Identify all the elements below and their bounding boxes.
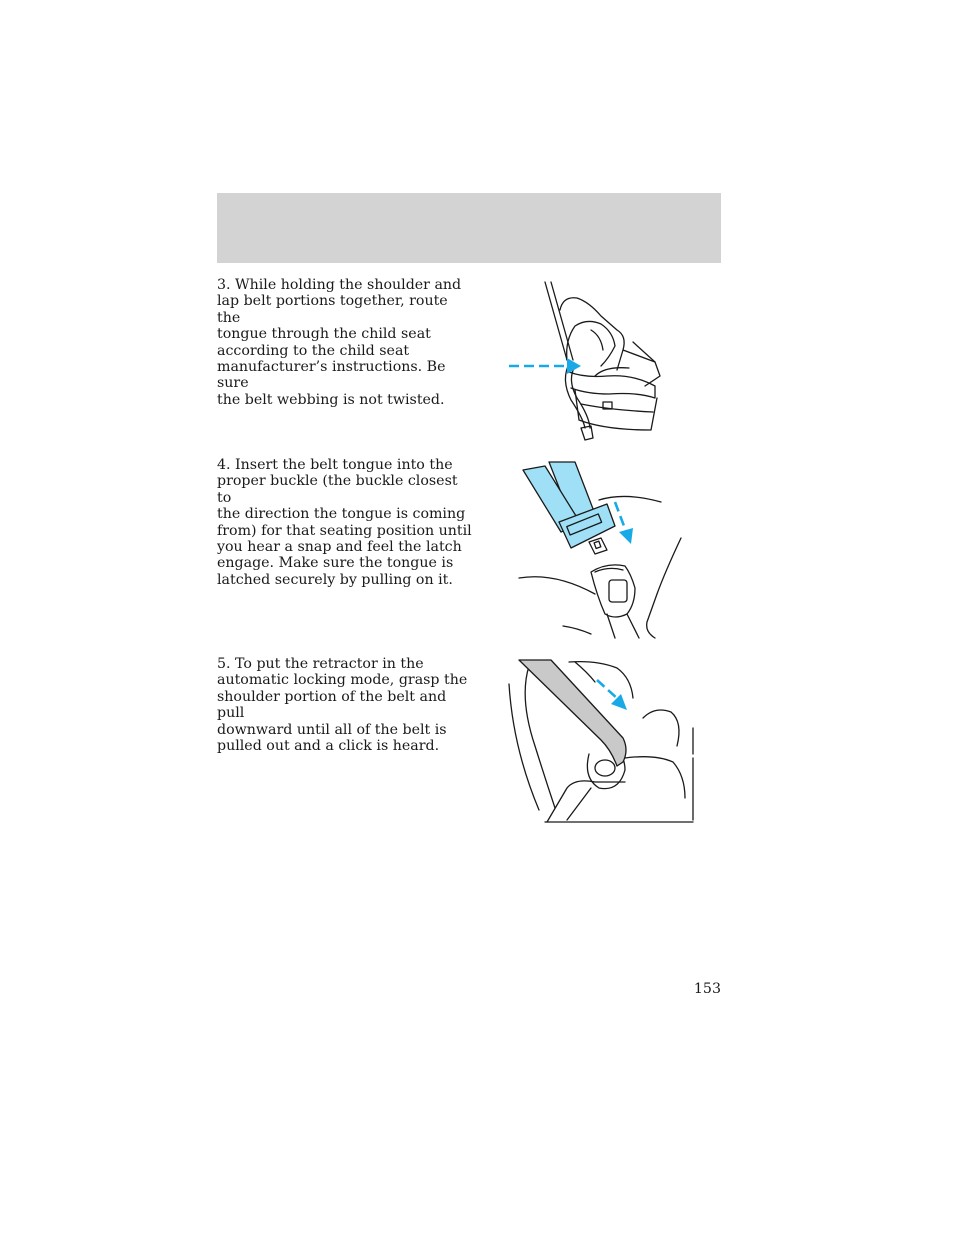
step-3-text: 3. While holding the shoulder and lap belt portions together, route the tongue through the child seat according to the child seat manufacturer’s instructions. Be sure the belt webbing is not twisted. — [217, 277, 462, 408]
belt-tongue-buckle-illustration — [515, 462, 685, 640]
shoulder-belt-retractor-illustration — [505, 658, 697, 823]
section-header-band — [217, 193, 721, 263]
child-seat-belt-routing-illustration — [505, 280, 665, 445]
step-4-text: 4. Insert the belt tongue into the proper buckle (the buckle closest to the direction the tongue is coming from) for that seating position until you hear a snap and feel the latch engage. Make sure the tongue is latched securely by pulling on it. — [217, 457, 472, 588]
page-number: 153 — [693, 981, 721, 997]
step-5-text: 5. To put the retractor in the automatic locking mode, grasp the shoulder portion of the belt and pull downward until all of the belt is pulled out and a click is heard. — [217, 656, 468, 755]
